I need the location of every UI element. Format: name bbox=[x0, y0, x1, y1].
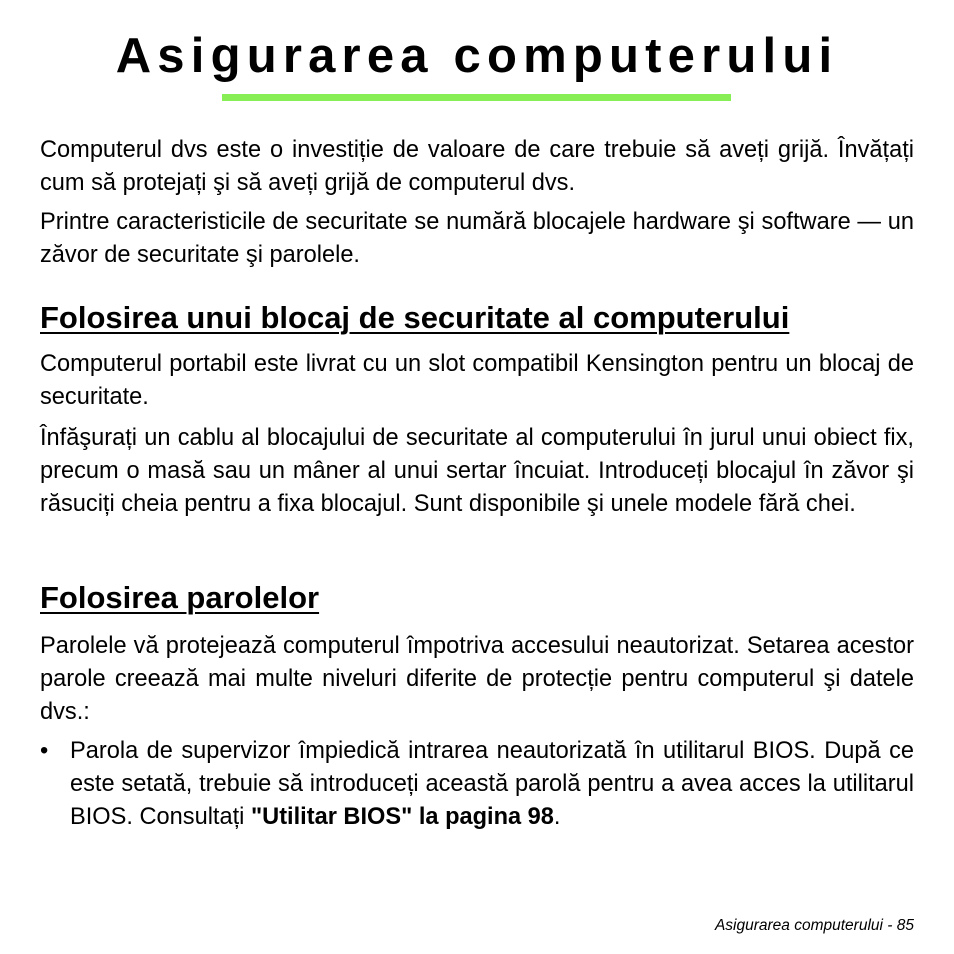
intro-paragraph-2: Printre caracteristicile de securitate se numără blocajele hardware şi software — un zăvor de securitate şi parolele. bbox=[40, 209, 914, 268]
bios-utility-link[interactable]: "Utilitar BIOS" la pagina 98 bbox=[250, 804, 554, 830]
lock-paragraph-2: Înfăşurați un cablu al blocajului de securitate al computerului în jurul unui obiect fix, precum o masă sau un mâner al unui sertar încuiat. Introduceți blocajul în zăvor şi răsuciți cheia pentru a fixa blocajul. Sunt disponibile şi unele modele fără chei. bbox=[40, 425, 914, 517]
title-underline-bar bbox=[222, 94, 731, 101]
bullet-icon: • bbox=[40, 738, 49, 764]
intro-paragraph-1: Computerul dvs este o investiție de valoare de care trebuie să aveți grijă. Învățați cum să protejați şi să aveți grijă de computerul dvs. bbox=[40, 137, 914, 196]
bullet-text-end: . bbox=[553, 804, 561, 830]
section-heading-passwords: Folosirea parolelor bbox=[40, 580, 320, 615]
section-heading-security-lock: Folosirea unui blocaj de securitate al computerului bbox=[40, 300, 790, 335]
page-footer: Asigurarea computerului - 85 bbox=[714, 917, 914, 934]
bullet-text-body: Parola de supervizor împiedică intrarea neautorizată în utilitarul BIOS. După ce este setată, trebuie să introduceți această parolă pentru a avea acces la utilitarul BIOS. Consultați bbox=[70, 738, 914, 830]
passwords-paragraph: Parolele vă protejează computerul împotriva accesului neautorizat. Setarea acestor parole creează mai multe niveluri diferite de protecție pentru computerul şi datele dvs.: bbox=[40, 633, 914, 725]
lock-paragraph-1: Computerul portabil este livrat cu un slot compatibil Kensington pentru un blocaj de securitate. bbox=[40, 351, 914, 410]
page-title: Asigurarea computerului bbox=[115, 29, 839, 83]
bullet-text bbox=[70, 735, 914, 834]
